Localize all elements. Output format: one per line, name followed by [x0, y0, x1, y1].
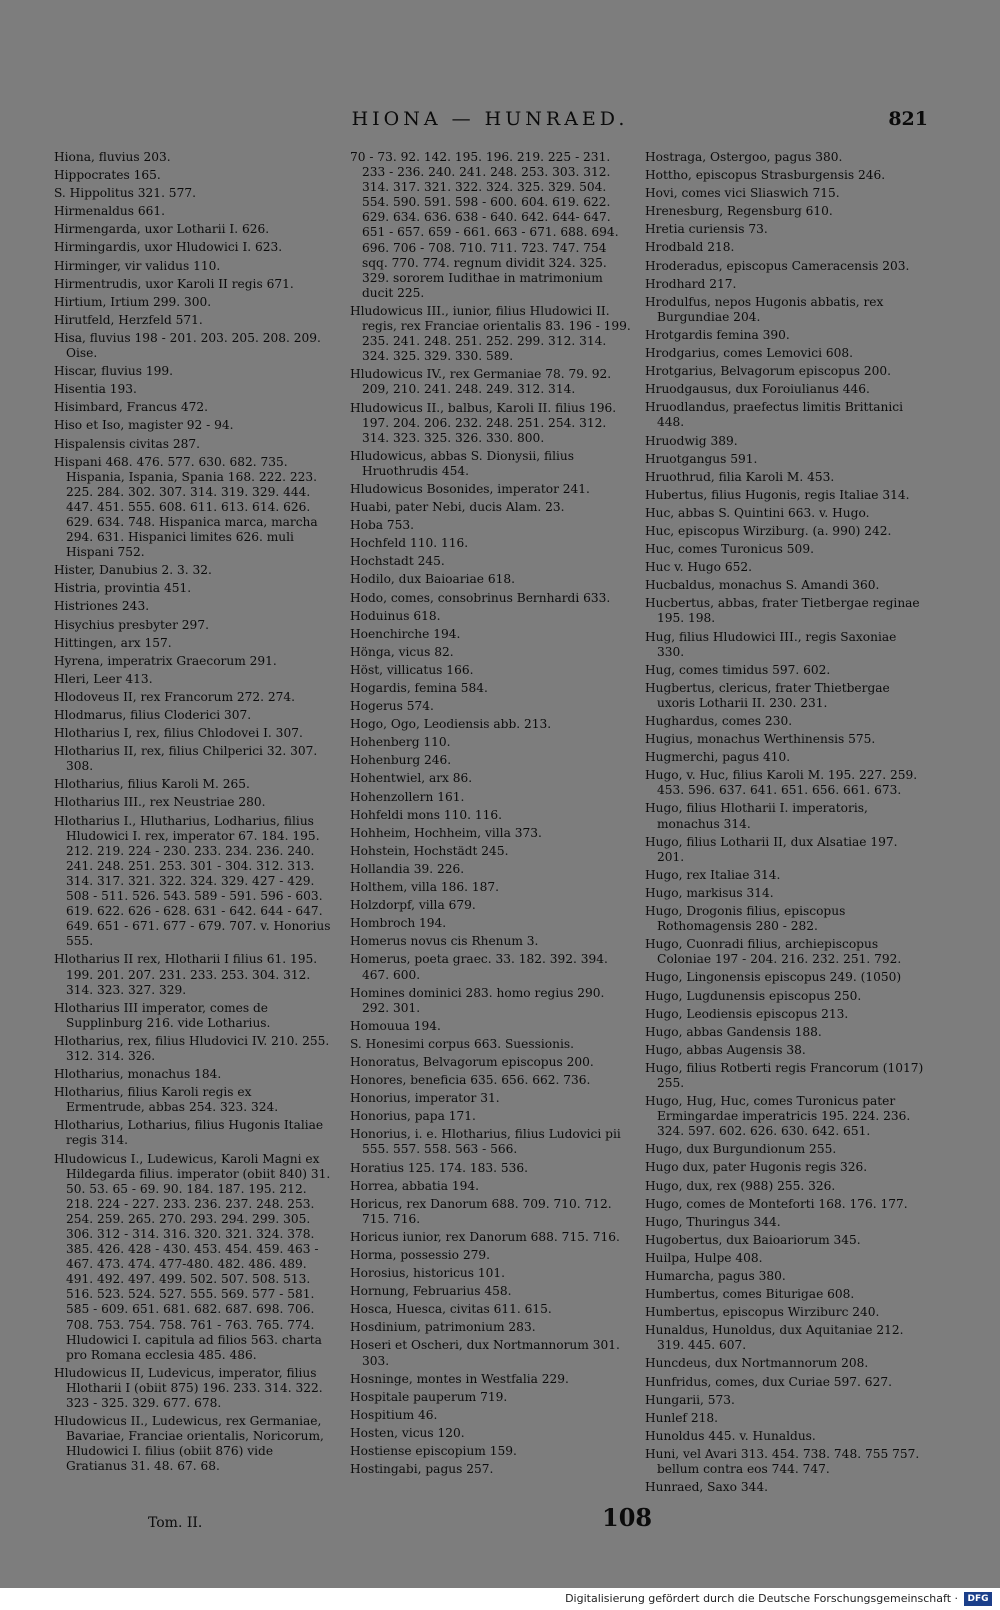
index-entry: Honorius, i. e. Hlotharius, filius Ludovici pii 555. 557. 558. 563 - 566. — [350, 1127, 621, 1157]
index-entry: Hostingabi, pagus 257. — [350, 1462, 494, 1477]
index-entry: Hlotharius, monachus 184. — [54, 1067, 222, 1082]
index-entry: Hugo, Thuringus 344. — [645, 1214, 781, 1229]
index-entry: Hug, filius Hludowici III., regis Saxoniae 330. — [645, 629, 897, 659]
index-entry: Hirmenaldus 661. — [54, 204, 166, 219]
index-entry: Hogo, Ogo, Leodiensis abb. 213. — [350, 717, 552, 732]
index-entry: Hungarii, 573. — [645, 1392, 735, 1407]
index-entry: Hiscar, fluvius 199. — [54, 364, 173, 379]
index-entry: Hruotgangus 591. — [645, 451, 758, 466]
index-entry: Hrodbald 218. — [645, 240, 735, 255]
index-entry: Hrodhard 217. — [645, 276, 737, 291]
index-entry: Hrodulfus, nepos Hugonis abbatis, rex Burgundiae 204. — [645, 294, 884, 324]
index-entry: Humarcha, pagus 380. — [645, 1269, 786, 1283]
index-entry: Hugobertus, dux Baioariorum 345. — [645, 1232, 861, 1247]
index-entry: Hugius, monachus Werthinensis 575. — [645, 732, 876, 747]
index-entry: Hugo, dux Burgundionum 255. — [645, 1142, 837, 1157]
signature-mark: 108 — [602, 1503, 653, 1532]
index-entry: Hohenzollern 161. — [350, 789, 465, 804]
index-entry: Hugo, Leodiensis episcopus 213. — [645, 1006, 849, 1021]
index-entry: Hug, comes timidus 597. 602. — [645, 662, 831, 677]
index-entry: Hugo, Lingonensis episcopus 249. (1050) — [645, 970, 902, 985]
index-entry: Hunlef 218. — [645, 1410, 718, 1425]
index-entry: Hoseri et Oscheri, dux Nortmannorum 301. 303. — [350, 1338, 620, 1368]
index-entry: 70 - 73. 92. 142. 195. 196. 219. 225 - 231. 233 - 236. 240. 241. 248. 253. 303. 312. 314. 317. 321. 322. 324. 325. 329. 504. 554. 590. 591. 598 - 600. 604. 619. 622. 629. 634. 636. 638 - 640. 642. 644- 647. 651 - 657. 659 - 661. 663 - 671. 688. 694. 696. 706 - 708. 710. 711. 723. 747. 754 sqq. 770. 774. regnum dividit 324. 325. 329. sororem Iudithae in matrimonium ducit 225. — [350, 150, 619, 300]
index-entry: Huc, episcopus Wirziburg. (a. 990) 242. — [645, 523, 892, 538]
digitization-text: Digitalisierung gefördert durch die Deutsche Forschungsgemeinschaft · — [565, 1592, 958, 1605]
index-entry: Honorius, papa 171. — [350, 1109, 476, 1124]
index-entry: Histriones 243. — [54, 599, 150, 614]
index-entry: Huc, abbas S. Quintini 663. v. Hugo. — [645, 505, 870, 520]
index-entry: Hugo, Hug, Huc, comes Turonicus pater Ermingardae imperatricis 195. 224. 236. 324. 597. 602. 626. 630. 642. 651. — [645, 1094, 911, 1139]
index-entry: Hugo dux, pater Hugonis regis 326. — [645, 1160, 868, 1175]
index-entry: Hruodlandus, praefectus limitis Brittanici 448. — [645, 400, 904, 430]
index-entry: Hiona, fluvius 203. — [54, 150, 171, 164]
index-entry: Horicus iunior, rex Danorum 688. 715. 716. — [350, 1229, 620, 1244]
index-entry: Hruodwig 389. — [645, 433, 738, 448]
index-entry: Hubertus, filius Hugonis, regis Italiae 314. — [645, 487, 910, 502]
index-entry: S. Honesimi corpus 663. Suessionis. — [350, 1036, 574, 1051]
index-entry: Holthem, villa 186. 187. — [350, 880, 499, 895]
index-entry: Hochstadt 245. — [350, 554, 445, 569]
index-entry: Hister, Danubius 2. 3. 32. — [54, 563, 212, 578]
index-entry: Hugo, filius Hlotharii I. imperatoris, monachus 314. — [645, 801, 868, 831]
index-entry: Hirtium, Irtium 299. 300. — [54, 294, 212, 309]
index-entry: Hippocrates 165. — [54, 168, 161, 183]
index-entry: Huncdeus, dux Nortmannorum 208. — [645, 1356, 869, 1371]
index-entry: Hruothrud, filia Karoli M. 453. — [645, 469, 835, 484]
index-entry: Hirminger, vir validus 110. — [54, 258, 221, 273]
index-entry: Hollandia 39. 226. — [350, 861, 465, 876]
index-entry: Hroderadus, episcopus Cameracensis 203. — [645, 258, 910, 273]
index-entry: Hoduinus 618. — [350, 608, 441, 623]
index-entry: Huilpa, Hulpe 408. — [645, 1250, 763, 1265]
index-entry: Hucbertus, abbas, frater Tietbergae reginae 195. 198. — [645, 596, 920, 626]
index-entry: Hludowicus IV., rex Germaniae 78. 79. 92. 209, 210. 241. 248. 249. 312. 314. — [350, 367, 612, 397]
index-entry: Hohfeldi mons 110. 116. — [350, 807, 503, 822]
index-entry: Hospitale pauperum 719. — [350, 1389, 508, 1404]
index-entry: Hruodgausus, dux Foroiulianus 446. — [645, 382, 870, 397]
index-entry: Homines dominici 283. homo regius 290. 292. 301. — [350, 985, 605, 1015]
index-entry: Hludowicus III., iunior, filius Hludowici II. regis, rex Franciae orientalis 83. 196 - 199. 235. 241. 248. 251. 252. 299. 312. 314. 324. 325. 329. 330. 589. — [350, 303, 631, 364]
index-entry: Hugo, rex Italiae 314. — [645, 867, 781, 882]
index-entry: Hisimbard, Francus 472. — [54, 400, 209, 415]
index-entry: Hludowicus Bosonides, imperator 241. — [350, 481, 590, 496]
index-entry: Horosius, historicus 101. — [350, 1266, 506, 1281]
index-entry: Hohenberg 110. — [350, 735, 451, 750]
index-entry: Hugo, v. Huc, filius Karoli M. 195. 227. 259. 453. 596. 637. 641. 651. 656. 661. 673. — [645, 768, 918, 798]
index-column-2 — [350, 150, 632, 1480]
index-entry: Hohstein, Hochstädt 245. — [350, 843, 509, 858]
index-entry: Holzdorpf, villa 679. — [350, 898, 476, 913]
index-entry: Hugo, abbas Augensis 38. — [645, 1042, 806, 1057]
index-entry: Hohentwiel, arx 86. — [350, 771, 473, 786]
index-entry: Hisa, fluvius 198 - 201. 203. 205. 208. 209. Oise. — [54, 330, 321, 361]
index-entry: Hohenburg 246. — [350, 753, 452, 768]
index-entry: Hugo, Lugdunensis episcopus 250. — [645, 988, 862, 1003]
index-entry: Hugo, markisus 314. — [645, 885, 774, 900]
index-entry: Hrodgarius, comes Lemovici 608. — [645, 346, 854, 361]
index-entry: Hunraed, Saxo 344. — [645, 1480, 769, 1495]
index-entry: Hludowicus II, Ludevicus, imperator, filius Hlotharii I (obiit 875) 196. 233. 314. 322. 323 - 325. 329. 677. 678. — [54, 1365, 323, 1411]
index-entry: Hohheim, Hochheim, villa 373. — [350, 825, 542, 840]
index-entry: Hirmengarda, uxor Lotharii I. 626. — [54, 222, 270, 237]
index-entry: Hyrena, imperatrix Graecorum 291. — [54, 653, 277, 668]
index-entry: Honorius, imperator 31. — [350, 1091, 500, 1106]
running-header — [52, 108, 928, 138]
index-entry: Hughardus, comes 230. — [645, 714, 793, 728]
index-entry: Hornung, Februarius 458. — [350, 1284, 512, 1299]
index-entry: Hlotharius III., rex Neustriae 280. — [54, 795, 266, 810]
index-entry: Hovi, comes vici Sliaswich 715. — [645, 186, 840, 201]
index-entry: Homerus, poeta graec. 33. 182. 392. 394. 467. 600. — [350, 952, 608, 982]
dfg-logo: DFG — [964, 1592, 992, 1606]
index-entry: Hirutfeld, Herzfeld 571. — [54, 312, 203, 327]
index-entry: Humbertus, episcopus Wirziburc 240. — [645, 1305, 880, 1320]
index-entry: Hlodmarus, filius Cloderici 307. — [54, 708, 252, 722]
index-entry: Hugbertus, clericus, frater Thietbergae uxoris Lotharii II. 230. 231. — [645, 680, 890, 710]
index-entry: Hugo, Cuonradi filius, archiepiscopus Coloniae 197 - 204. 216. 232. 251. 792. — [645, 937, 902, 967]
index-entry: Hoba 753. — [350, 518, 415, 533]
index-entry: Hretia curiensis 73. — [645, 222, 768, 237]
index-entry: Hrotgarius, Belvagorum episcopus 200. — [645, 364, 892, 379]
index-entry: Hlotharius, filius Karoli regis ex Ermentrude, abbas 254. 323. 324. — [54, 1085, 279, 1115]
index-entry: Horrea, abbatia 194. — [350, 1178, 480, 1193]
index-entry: Hugo, abbas Gandensis 188. — [645, 1024, 822, 1039]
index-entry: Hlotharius, rex, filius Hludovici IV. 210. 255. 312. 314. 326. — [54, 1033, 330, 1063]
index-entry: Hludowicus, abbas S. Dionysii, filius Hruothrudis 454. — [350, 448, 575, 478]
index-entry: Huabi, pater Nebi, ducis Alam. 23. — [350, 500, 565, 515]
index-entry: Höst, villicatus 166. — [350, 662, 474, 677]
index-entry: Hunoldus 445. v. Hunaldus. — [645, 1428, 816, 1443]
index-entry: Hisentia 193. — [54, 382, 137, 397]
index-entry: Hoenchirche 194. — [350, 626, 461, 641]
index-entry: Hodo, comes, consobrinus Bernhardi 633. — [350, 590, 611, 605]
volume-label: Tom. II. — [148, 1515, 203, 1531]
index-entry: Hirmentrudis, uxor Karoli II regis 671. — [54, 276, 294, 291]
index-entry: Hrotgardis femina 390. — [645, 327, 790, 342]
index-entry: Horicus, rex Danorum 688. 709. 710. 712. 715. 716. — [350, 1196, 612, 1226]
index-entry: Homerus novus cis Rhenum 3. — [350, 934, 539, 949]
index-entry: Hogerus 574. — [350, 699, 434, 714]
index-entry: Hosdinium, patrimonium 283. — [350, 1320, 536, 1335]
index-entry: Hlotharius II rex, Hlotharii I filius 61. 195. 199. 201. 207. 231. 233. 253. 304. 312. 314. 323. 327. 329. — [54, 952, 318, 997]
index-entry: Hiso et Iso, magister 92 - 94. — [54, 418, 234, 433]
index-entry: Hispalensis civitas 287. — [54, 436, 201, 451]
index-entry: Hugo, filius Rotberti regis Francorum (1017) 255. — [645, 1060, 924, 1090]
index-entry: Hrenesburg, Regensburg 610. — [645, 204, 833, 219]
index-entry: Honoratus, Belvagorum episcopus 200. — [350, 1054, 594, 1069]
page-number: 821 — [888, 108, 928, 130]
index-entry: Huc v. Hugo 652. — [645, 560, 752, 575]
index-entry: Hosca, Huesca, civitas 611. 615. — [350, 1302, 552, 1317]
index-entry: Hugo, Drogonis filius, episcopus Rothomagensis 280 - 282. — [645, 904, 846, 934]
index-entry: Huc, comes Turonicus 509. — [645, 542, 814, 557]
index-entry: Hludowicus II., balbus, Karoli II. filius 196. 197. 204. 206. 232. 248. 251. 254. 312. 314. 323. 325. 326. 330. 800. — [350, 400, 617, 445]
index-entry: Hirmingardis, uxor Hludowici I. 623. — [54, 240, 283, 255]
index-entry: Honores, beneficia 635. 656. 662. 736. — [350, 1073, 591, 1088]
index-entry: Hludowicus I., Ludewicus, Karoli Magni ex Hildegarda filius. imperator (obiit 840) 31. 50. 53. 65 - 69. 90. 184. 187. 195. 212. 218. 224 - 227. 233. 236. 237. 248. 253. 254. 259. 265. 270. 293. 294. 299. 305. 306. 312 - 314. 316. 320. 321. 324. 378. 385. 426. 428 - 430. 453. 454. 459. 463 - 467. 473. 474. 477-480. 482. 486. 489. 491. 492. 497. 499. 502. 507. 508. 513. 516. 523. 524. 527. 555. 569. 577 - 581. 585 - 609. 651. 681. 682. 687. 698. 706. 708. 753. 754. 758. 761 - 763. 765. 774. Hludowici I. capitula ad filios 563. charta pro Romana ecclesia 485. 486. — [54, 1151, 331, 1362]
index-entry: Hlotharius, filius Karoli M. 265. — [54, 777, 250, 792]
index-entry: Hostraga, Ostergoo, pagus 380. — [645, 150, 843, 164]
index-entry: Horatius 125. 174. 183. 536. — [350, 1160, 528, 1175]
index-entry: Hlotharius I., Hlutharius, Lodharius, filius Hludowici I. rex, imperator 67. 184. 195. 212. 219. 224 - 230. 233. 234. 236. 240. 241. 248. 251. 253. 301 - 304. 312. 313. 314. 317. 321. 322. 324. 329. 427 - 429. 508 - 511. 526. 543. 589 - 591. 596 - 603. 619. 622. 626 - 628. 631 - 642. 644 - 647. 649. 651 - 671. 677 - 679. 707. v. Honorius 555. — [54, 813, 331, 949]
index-entry: Hlotharius I, rex, filius Chlodovei I. 307. — [54, 726, 303, 741]
index-entry: Hosten, vicus 120. — [350, 1425, 465, 1440]
index-entry: Hlotharius III imperator, comes de Supplinburg 216. vide Lotharius. — [54, 1000, 271, 1030]
index-entry: Hottho, episcopus Strasburgensis 246. — [645, 168, 886, 183]
index-entry: Huni, vel Avari 313. 454. 738. 748. 755 757. bellum contra eos 744. 747. — [645, 1446, 920, 1477]
index-entry: Hochfeld 110. 116. — [350, 536, 469, 551]
index-entry: Hittingen, arx 157. — [54, 635, 172, 650]
index-entry: Hogardis, femina 584. — [350, 681, 488, 695]
index-entry: Hludowicus II., Ludewicus, rex Germaniae, Bavariae, Franciae orientalis, Noricorum, Hludowici I. filius (obiit 876) vide Gratianus 31. 48. 67. 68. — [54, 1414, 324, 1474]
index-entry: Hombroch 194. — [350, 916, 447, 931]
page-title: HIONA — HUNRAED. — [351, 108, 629, 130]
index-entry: Hucbaldus, monachus S. Amandi 360. — [645, 578, 880, 593]
index-entry: Hispani 468. 476. 577. 630. 682. 735. Hispania, Ispania, Spania 168. 222. 223. 225. 284. 302. 307. 314. 319. 329. 444. 447. 451. 555. 608. 611. 613. 614. 626. 629. 634. 748. Hispanica marca, marcha 294. 631. Hispanici limites 626. muli Hispani 752. — [54, 454, 318, 560]
index-entry: Hugo, comes de Monteforti 168. 176. 177. — [645, 1196, 908, 1211]
index-entry: Hisychius presbyter 297. — [54, 617, 209, 632]
index-entry: Hleri, Leer 413. — [54, 671, 153, 686]
index-column-1 — [54, 150, 334, 1478]
digitization-banner — [0, 1588, 1000, 1610]
index-entry: Hospitium 46. — [350, 1407, 438, 1422]
index-entry: Hodilo, dux Baioariae 618. — [350, 572, 515, 587]
index-entry: Horma, possessio 279. — [350, 1248, 490, 1262]
index-entry: Hugo, dux, rex (988) 255. 326. — [645, 1178, 836, 1193]
index-entry: S. Hippolitus 321. 577. — [54, 186, 196, 201]
index-entry: Hugo, filius Lotharii II, dux Alsatiae 197. 201. — [645, 834, 898, 864]
index-entry: Hostiense episcopium 159. — [350, 1444, 517, 1459]
index-entry: Hlotharius, Lotharius, filius Hugonis Italiae regis 314. — [54, 1118, 324, 1148]
index-entry: Hunfridus, comes, dux Curiae 597. 627. — [645, 1374, 892, 1389]
index-entry: Hönga, vicus 82. — [350, 644, 454, 659]
index-entry: Hosninge, montes in Westfalia 229. — [350, 1371, 569, 1386]
index-entry: Hlodoveus II, rex Francorum 272. 274. — [54, 689, 296, 704]
index-entry: Hlotharius II, rex, filius Chilperici 32. 307. 308. — [54, 744, 318, 774]
index-entry: Hugmerchi, pagus 410. — [645, 750, 791, 765]
index-entry: Histria, provintia 451. — [54, 581, 192, 596]
index-entry: Humbertus, comes Biturigae 608. — [645, 1287, 855, 1302]
index-entry: Hunaldus, Hunoldus, dux Aquitaniae 212. 319. 445. 607. — [645, 1323, 904, 1353]
index-entry: Homouua 194. — [350, 1018, 441, 1033]
index-column-3 — [645, 150, 927, 1498]
